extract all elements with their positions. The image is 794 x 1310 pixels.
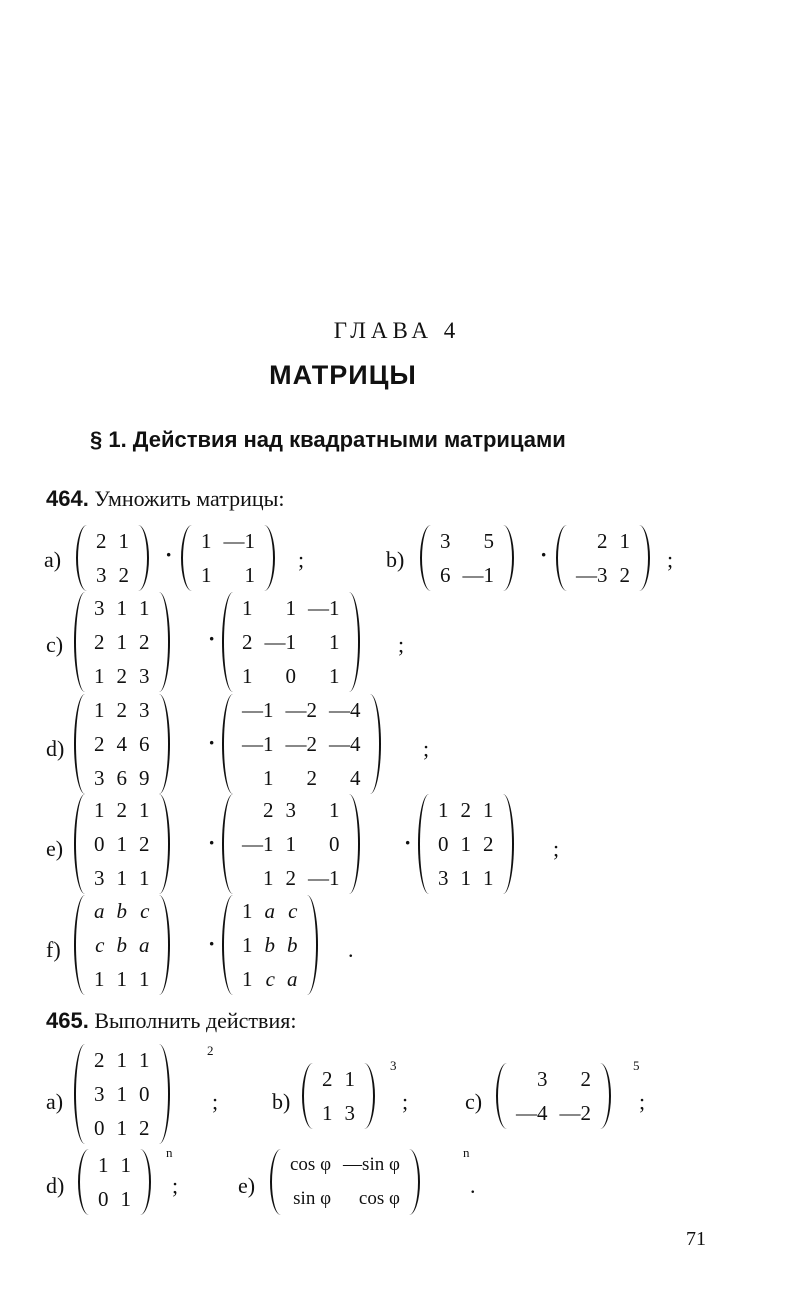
matrix-cell: —4 — [516, 1100, 548, 1125]
matrix-cell: 1 — [120, 1152, 131, 1177]
matrix-cell: —2 — [559, 1100, 591, 1125]
matrix-465d — [78, 1148, 151, 1216]
matrix-cell: 1 — [201, 562, 212, 587]
matrix-cell: 3 — [285, 797, 296, 822]
matrix-cell: 2 — [306, 765, 317, 790]
exponent: 2 — [207, 1043, 214, 1058]
matrix-cell: 0 — [438, 831, 449, 856]
left-parenthesis — [74, 591, 85, 693]
multiply-dot: · — [165, 542, 173, 567]
matrix-cell: 4 — [116, 731, 127, 756]
matrix-cell: 1 — [483, 797, 494, 822]
matrix-cell: 3 — [94, 865, 105, 890]
item-label-a: a) — [46, 1089, 64, 1114]
left-parenthesis — [222, 591, 233, 693]
matrix-cell: —sin φ — [343, 1154, 400, 1175]
matrix-464a-right — [181, 524, 275, 592]
matrix-cell: 2 — [94, 1047, 105, 1072]
matrix-cell: —1 — [308, 865, 340, 890]
matrix-cell: 0 — [98, 1186, 109, 1211]
chapter-heading: ГЛАВА 4 — [333, 318, 461, 343]
matrix-cell: 2 — [116, 697, 127, 722]
item-label-d: d) — [46, 736, 65, 761]
matrix-cell: 1 — [139, 797, 150, 822]
matrix-464f-left — [74, 894, 170, 996]
left-parenthesis — [222, 693, 233, 795]
matrix-cell: 2 — [139, 831, 150, 856]
multiply-dot: · — [208, 931, 216, 956]
right-parenthesis — [503, 793, 514, 895]
matrix-entries — [431, 524, 503, 592]
item-label-e: e) — [238, 1173, 256, 1198]
matrix-cell: 3 — [537, 1066, 548, 1091]
matrix-cell: b — [287, 932, 298, 957]
matrix-464e-second — [222, 793, 360, 895]
matrix-cell: 2 — [242, 629, 253, 654]
matrix-cell: 1 — [116, 831, 127, 856]
matrix-cell: 1 — [116, 1115, 127, 1140]
matrix-cell: 1 — [329, 629, 340, 654]
matrix-465c — [496, 1062, 611, 1130]
matrix-cell: c — [288, 898, 298, 923]
matrix-cell: c — [95, 932, 105, 957]
left-parenthesis — [181, 524, 192, 592]
matrix-cell: 3 — [440, 528, 451, 553]
right-parenthesis — [307, 894, 318, 996]
matrix-464b-right — [556, 524, 650, 592]
matrix-cell: 2 — [483, 831, 494, 856]
left-parenthesis — [418, 793, 429, 895]
matrix-cell: 3 — [94, 765, 105, 790]
page-number: 71 — [686, 1228, 706, 1250]
matrix-entries — [507, 1062, 600, 1130]
matrix-cell: 1 — [118, 528, 129, 553]
left-parenthesis — [420, 524, 431, 592]
matrix-entries — [87, 524, 138, 592]
item-label-c: c) — [465, 1089, 483, 1114]
matrix-cell: 1 — [94, 663, 105, 688]
matrix-cell: 1 — [139, 1047, 150, 1072]
left-parenthesis — [222, 894, 233, 996]
matrix-cell: b — [264, 932, 275, 957]
matrix-cell: 1 — [201, 528, 212, 553]
matrix-cell: 1 — [242, 966, 253, 991]
matrix-cell: 1 — [438, 797, 449, 822]
right-parenthesis — [159, 793, 170, 895]
matrix-464e-first — [74, 793, 170, 895]
matrix-entries — [281, 1148, 409, 1216]
left-parenthesis — [74, 894, 85, 996]
matrix-cell: 0 — [94, 831, 105, 856]
matrix-cell: 2 — [322, 1066, 333, 1091]
matrix-465e — [270, 1148, 420, 1216]
matrix-cell: 1 — [285, 831, 296, 856]
matrix-cell: 2 — [94, 629, 105, 654]
semicolon: ; — [298, 547, 305, 572]
problem-number: 465. — [46, 1008, 89, 1033]
problem-465 — [46, 1008, 296, 1034]
chapter-title: МАТРИЦЫ — [269, 360, 417, 390]
matrix-cell: 1 — [244, 562, 255, 587]
item-label-b: b) — [272, 1089, 291, 1114]
exponent: n — [166, 1145, 173, 1160]
right-parenthesis — [349, 793, 360, 895]
right-parenthesis — [140, 1148, 151, 1216]
multiply-dot: · — [208, 730, 216, 755]
matrix-cell: 1 — [116, 966, 127, 991]
left-parenthesis — [496, 1062, 507, 1130]
matrix-cell: 1 — [116, 865, 127, 890]
matrix-cell: 0 — [329, 831, 340, 856]
item-label-a: a) — [44, 547, 62, 572]
item-label-d: d) — [46, 1173, 65, 1198]
matrix-cell: 3 — [94, 595, 105, 620]
right-parenthesis — [159, 693, 170, 795]
matrix-cell: 1 — [139, 595, 150, 620]
item-label-e: e) — [46, 836, 64, 861]
matrix-cell: 1 — [344, 1066, 355, 1091]
matrix-cell: —1 — [242, 831, 274, 856]
matrix-entries — [233, 793, 349, 895]
matrix-465a — [74, 1043, 170, 1145]
matrix-entries — [85, 693, 159, 795]
matrix-cell: 2 — [116, 797, 127, 822]
matrix-465b — [302, 1062, 375, 1130]
matrix-464e-third — [418, 793, 514, 895]
matrix-cell: —4 — [329, 731, 361, 756]
matrix-entries — [313, 1062, 364, 1130]
matrix-cell: 1 — [94, 697, 105, 722]
period: . — [470, 1173, 476, 1198]
matrix-cell: 2 — [597, 528, 608, 553]
left-parenthesis — [302, 1062, 313, 1130]
semicolon: ; — [398, 632, 405, 657]
matrix-cell: 1 — [242, 595, 253, 620]
period: . — [348, 937, 354, 962]
matrix-cell: 1 — [139, 865, 150, 890]
semicolon: ; — [639, 1089, 646, 1114]
matrix-cell: 1 — [285, 595, 296, 620]
matrix-cell: 2 — [460, 797, 471, 822]
matrix-entries — [192, 524, 264, 592]
matrix-cell: a — [264, 898, 275, 923]
problem-number: 464. — [46, 486, 89, 511]
matrix-cell: 2 — [139, 1115, 150, 1140]
matrix-cell: 2 — [139, 629, 150, 654]
matrix-cell: 1 — [242, 898, 253, 923]
right-parenthesis — [159, 894, 170, 996]
multiply-dot: · — [404, 830, 412, 855]
matrix-cell: 0 — [139, 1081, 150, 1106]
matrix-entries — [567, 524, 639, 592]
matrix-entries — [85, 591, 159, 693]
matrix-cell: 6 — [116, 765, 127, 790]
problem-text: Умножить матрицы: — [94, 486, 285, 511]
semicolon: ; — [402, 1089, 409, 1114]
matrix-cell: 3 — [344, 1100, 355, 1125]
matrix-cell: 1 — [242, 932, 253, 957]
matrix-cell: 0 — [285, 663, 296, 688]
right-parenthesis — [639, 524, 650, 592]
matrix-cell: 0 — [94, 1115, 105, 1140]
matrix-cell: b — [116, 898, 127, 923]
matrix-cell: 3 — [139, 663, 150, 688]
item-label-b: b) — [386, 547, 405, 572]
matrix-entries — [89, 1148, 140, 1216]
matrix-cell: 1 — [329, 663, 340, 688]
matrix-cell: 3 — [96, 562, 107, 587]
matrix-cell: 2 — [96, 528, 107, 553]
matrix-entries — [233, 693, 370, 795]
matrix-entries — [85, 1043, 159, 1145]
matrix-entries — [85, 894, 159, 996]
matrix-entries — [233, 591, 349, 693]
item-label-c: c) — [46, 632, 64, 657]
matrix-cell: 1 — [116, 1047, 127, 1072]
semicolon: ; — [423, 736, 430, 761]
matrix-464c-right — [222, 591, 360, 693]
matrix-cell: 1 — [460, 831, 471, 856]
matrix-cell: 4 — [350, 765, 361, 790]
matrix-cell: —2 — [285, 731, 317, 756]
matrix-cell: 1 — [263, 765, 274, 790]
right-parenthesis — [370, 693, 381, 795]
problem-text: Выполнить действия: — [94, 1008, 297, 1033]
matrix-cell: 6 — [440, 562, 451, 587]
exponent: 3 — [390, 1058, 397, 1073]
left-parenthesis — [74, 793, 85, 895]
matrix-cell: 2 — [118, 562, 129, 587]
matrix-cell: sin φ — [293, 1188, 332, 1209]
matrix-entries — [429, 793, 503, 895]
semicolon: ; — [667, 547, 674, 572]
matrix-464d-right — [222, 693, 381, 795]
matrix-cell: —3 — [576, 562, 608, 587]
matrix-464d-left — [74, 693, 170, 795]
left-parenthesis — [78, 1148, 89, 1216]
left-parenthesis — [222, 793, 233, 895]
section-heading: § 1. Действия над квадратными матрицами — [90, 427, 566, 452]
matrix-cell: —4 — [329, 697, 361, 722]
matrix-cell: 1 — [116, 629, 127, 654]
right-parenthesis — [364, 1062, 375, 1130]
matrix-cell: 5 — [483, 528, 494, 553]
matrix-cell: 1 — [116, 595, 127, 620]
matrix-cell: 1 — [116, 1081, 127, 1106]
matrix-cell: 1 — [619, 528, 630, 553]
matrix-cell: 1 — [98, 1152, 109, 1177]
left-parenthesis — [76, 524, 87, 592]
matrix-cell: 1 — [94, 966, 105, 991]
problem-464 — [46, 486, 285, 512]
matrix-cell: a — [94, 898, 105, 923]
right-parenthesis — [159, 591, 170, 693]
matrix-cell: 2 — [263, 797, 274, 822]
multiply-dot: · — [540, 542, 548, 567]
left-parenthesis — [556, 524, 567, 592]
right-parenthesis — [503, 524, 514, 592]
left-parenthesis — [74, 1043, 85, 1145]
right-parenthesis — [600, 1062, 611, 1130]
right-parenthesis — [264, 524, 275, 592]
matrix-cell: 3 — [94, 1081, 105, 1106]
semicolon: ; — [212, 1089, 219, 1114]
matrix-cell: —1 — [242, 697, 274, 722]
right-parenthesis — [409, 1148, 420, 1216]
semicolon: ; — [553, 836, 560, 861]
matrix-cell: 1 — [94, 797, 105, 822]
matrix-cell: 1 — [263, 865, 274, 890]
matrix-464f-right — [222, 894, 318, 996]
matrix-cell: 1 — [322, 1100, 333, 1125]
matrix-cell: —1 — [264, 629, 296, 654]
matrix-cell: c — [265, 966, 275, 991]
exponent: n — [463, 1145, 470, 1160]
matrix-cell: 1 — [460, 865, 471, 890]
matrix-cell: —1 — [242, 731, 274, 756]
left-parenthesis — [270, 1148, 281, 1216]
matrix-cell: 2 — [619, 562, 630, 587]
matrix-cell: b — [116, 932, 127, 957]
matrix-cell: 3 — [438, 865, 449, 890]
matrix-cell: cos φ — [290, 1154, 332, 1175]
matrix-cell: 1 — [242, 663, 253, 688]
matrix-cell: —1 — [223, 528, 255, 553]
exponent: 5 — [633, 1058, 640, 1073]
matrix-cell: —1 — [462, 562, 494, 587]
multiply-dot: · — [208, 626, 216, 651]
item-label-f: f) — [46, 937, 61, 962]
matrix-entries — [233, 894, 307, 996]
matrix-cell: 1 — [483, 865, 494, 890]
matrix-464a-left — [76, 524, 149, 592]
matrix-cell: 9 — [139, 765, 150, 790]
matrix-cell: 2 — [580, 1066, 591, 1091]
matrix-cell: —2 — [285, 697, 317, 722]
matrix-cell: 6 — [139, 731, 150, 756]
left-parenthesis — [74, 693, 85, 795]
semicolon: ; — [172, 1173, 179, 1198]
matrix-cell: 1 — [329, 797, 340, 822]
matrix-cell: 2 — [94, 731, 105, 756]
matrix-cell: a — [287, 966, 298, 991]
right-parenthesis — [138, 524, 149, 592]
matrix-cell: 1 — [120, 1186, 131, 1211]
right-parenthesis — [349, 591, 360, 693]
multiply-dot: · — [208, 830, 216, 855]
matrix-cell: a — [139, 932, 150, 957]
matrix-464c-left — [74, 591, 170, 693]
matrix-cell: 2 — [285, 865, 296, 890]
matrix-464b-left — [420, 524, 514, 592]
matrix-cell: 2 — [116, 663, 127, 688]
matrix-entries — [85, 793, 159, 895]
matrix-cell: cos φ — [358, 1188, 400, 1209]
matrix-cell: c — [140, 898, 150, 923]
matrix-cell: —1 — [308, 595, 340, 620]
matrix-cell: 1 — [139, 966, 150, 991]
matrix-cell: 3 — [139, 697, 150, 722]
right-parenthesis — [159, 1043, 170, 1145]
